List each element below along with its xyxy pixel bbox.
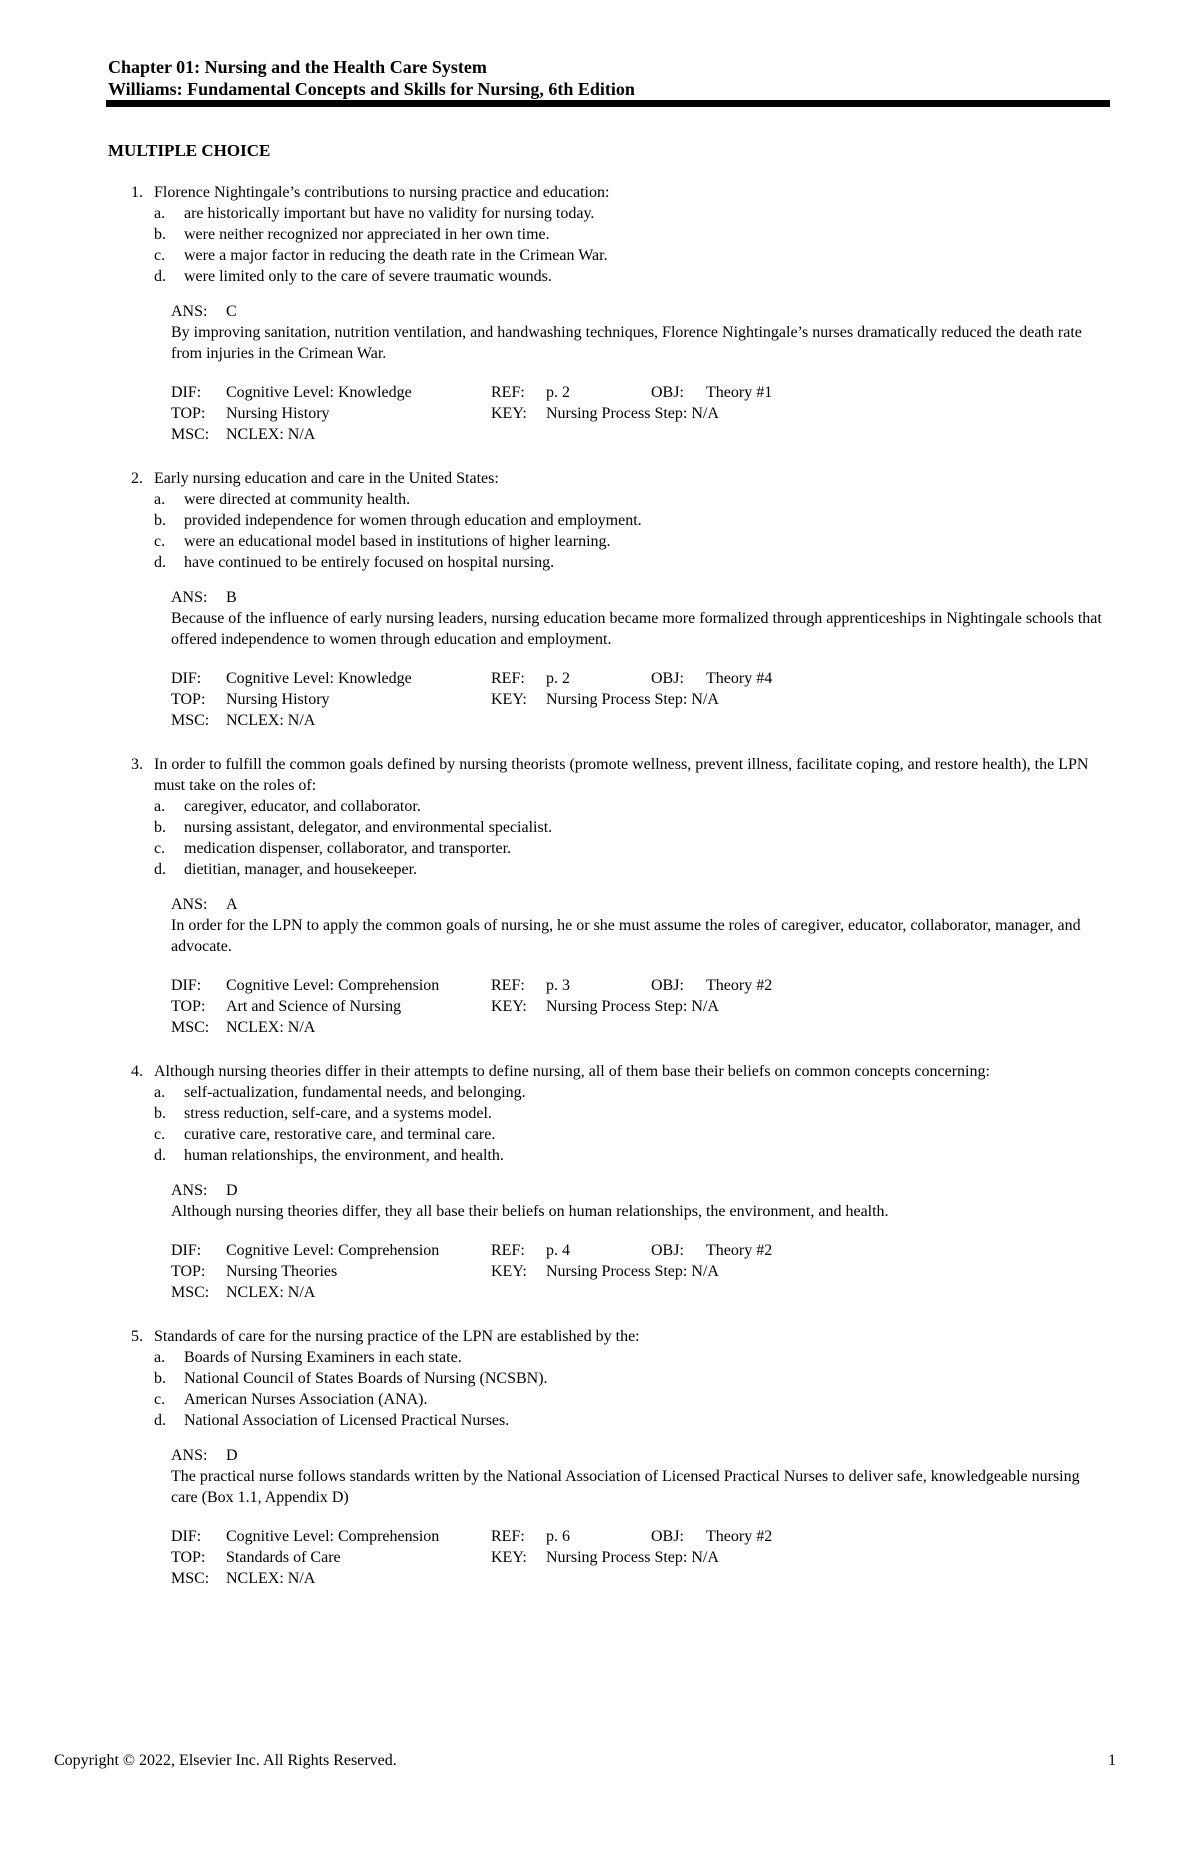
answer-option	[108, 1389, 1108, 1410]
section-title: MULTIPLE CHOICE	[108, 141, 271, 160]
question	[108, 1061, 1108, 1303]
answer-label: ANS:	[171, 303, 208, 320]
top-label: TOP:	[171, 998, 206, 1015]
option-text: are historically important but have no validity for nursing today.	[184, 205, 595, 222]
question-stem: In order to fulfill the common goals defined by nursing theorists (promote wellness, prevent illness, facilitate coping, and restore health), the LPN must take on the roles of:	[154, 756, 1089, 794]
key-value: Nursing Process Step: N/A	[546, 998, 719, 1015]
dif-value: Cognitive Level: Comprehension	[226, 1528, 440, 1545]
option-text: Boards of Nursing Examiners in each state.	[184, 1349, 462, 1366]
question-number: 3.	[131, 756, 143, 773]
dif-value: Cognitive Level: Comprehension	[226, 977, 440, 994]
answer-value: D	[226, 1182, 238, 1199]
option-letter: b.	[154, 512, 166, 529]
top-label: TOP:	[171, 691, 206, 708]
question	[108, 182, 1108, 445]
option-text: nursing assistant, delegator, and environmental specialist.	[184, 819, 553, 836]
answer-option	[108, 1145, 1108, 1166]
ref-value: p. 2	[546, 384, 570, 401]
option-letter: b.	[154, 1370, 166, 1387]
option-letter: a.	[154, 205, 166, 222]
option-letter: d.	[154, 268, 166, 285]
answer-label: ANS:	[171, 589, 208, 606]
option-letter: b.	[154, 226, 166, 243]
dif-label: DIF:	[171, 384, 202, 401]
question-stem: Florence Nightingale’s contributions to nursing practice and education:	[154, 184, 610, 201]
question	[108, 468, 1108, 731]
obj-value: Theory #2	[706, 1242, 773, 1259]
key-label: KEY:	[491, 998, 527, 1015]
ref-label: REF:	[491, 977, 525, 994]
question-metadata	[108, 382, 1108, 445]
top-value: Standards of Care	[226, 1549, 341, 1566]
answer-value: A	[226, 896, 238, 913]
answer-option	[108, 224, 1108, 245]
ref-value: p. 6	[546, 1528, 570, 1545]
ref-value: p. 2	[546, 670, 570, 687]
answer-label: ANS:	[171, 1447, 208, 1464]
question-stem: Although nursing theories differ in their attempts to define nursing, all of them base their beliefs on common concepts concerning:	[154, 1063, 990, 1080]
option-text: self-actualization, fundamental needs, and belonging.	[184, 1084, 526, 1101]
obj-label: OBJ:	[651, 384, 684, 401]
ref-label: REF:	[491, 1242, 525, 1259]
key-value: Nursing Process Step: N/A	[546, 691, 719, 708]
ref-label: REF:	[491, 384, 525, 401]
question-metadata	[108, 1240, 1108, 1303]
option-text: National Council of States Boards of Nursing (NCSBN).	[184, 1370, 548, 1387]
option-text: dietitian, manager, and housekeeper.	[184, 861, 418, 878]
question	[108, 1326, 1108, 1589]
option-letter: d.	[154, 1147, 166, 1164]
msc-label: MSC:	[171, 712, 210, 729]
option-text: were limited only to the care of severe traumatic wounds.	[184, 268, 552, 285]
question-metadata	[108, 668, 1108, 731]
option-text: have continued to be entirely focused on hospital nursing.	[184, 554, 555, 571]
page-header	[108, 56, 1108, 100]
msc-value: NCLEX: N/A	[226, 426, 316, 443]
question-number: 1.	[131, 184, 143, 201]
ref-label: REF:	[491, 670, 525, 687]
answer-option	[108, 1103, 1108, 1124]
answer-option	[108, 859, 1108, 880]
obj-label: OBJ:	[651, 1242, 684, 1259]
option-letter: a.	[154, 1084, 166, 1101]
answer-block	[108, 301, 1108, 364]
top-value: Nursing History	[226, 405, 330, 422]
key-label: KEY:	[491, 1263, 527, 1280]
obj-label: OBJ:	[651, 670, 684, 687]
option-letter: c.	[154, 1126, 166, 1143]
answer-option	[108, 510, 1108, 531]
question-number: 4.	[131, 1063, 143, 1080]
obj-value: Theory #2	[706, 1528, 773, 1545]
rationale: In order for the LPN to apply the common goals of nursing, he or she must assume the roles of caregiver, educator, collaborator, manager, and advocate.	[171, 917, 1081, 955]
option-text: were a major factor in reducing the death rate in the Crimean War.	[184, 247, 608, 264]
answer-option	[108, 838, 1108, 859]
obj-label: OBJ:	[651, 977, 684, 994]
key-value: Nursing Process Step: N/A	[546, 405, 719, 422]
option-list	[108, 796, 1108, 880]
question-metadata	[108, 975, 1108, 1038]
chapter-title: Chapter 01: Nursing and the Health Care System	[108, 57, 487, 77]
answer-option	[108, 1347, 1108, 1368]
option-text: provided independence for women through education and employment.	[184, 512, 642, 529]
option-letter: d.	[154, 554, 166, 571]
question-stem: Standards of care for the nursing practice of the LPN are established by the:	[154, 1328, 640, 1345]
answer-block	[108, 587, 1108, 650]
option-text: National Association of Licensed Practical Nurses.	[184, 1412, 510, 1429]
rationale: The practical nurse follows standards written by the National Association of Licensed Practical Nurses to deliver safe, knowledgeable nursing care (Box 1.1, Appendix D)	[171, 1468, 1080, 1506]
question-list	[108, 182, 1108, 1612]
dif-value: Cognitive Level: Knowledge	[226, 670, 412, 687]
top-label: TOP:	[171, 1263, 206, 1280]
option-text: caregiver, educator, and collaborator.	[184, 798, 421, 815]
question-number: 2.	[131, 470, 143, 487]
option-letter: d.	[154, 1412, 166, 1429]
option-letter: b.	[154, 1105, 166, 1122]
book-title: Williams: Fundamental Concepts and Skills for Nursing, 6th Edition	[108, 79, 635, 99]
answer-label: ANS:	[171, 896, 208, 913]
dif-value: Cognitive Level: Comprehension	[226, 1242, 440, 1259]
answer-block	[108, 894, 1108, 957]
msc-value: NCLEX: N/A	[226, 1019, 316, 1036]
msc-label: MSC:	[171, 426, 210, 443]
option-list	[108, 203, 1108, 287]
option-letter: c.	[154, 840, 166, 857]
rationale: By improving sanitation, nutrition ventilation, and handwashing techniques, Florence Nightingale’s nurses dramatically reduced the death rate from injuries in the Crimean War.	[171, 324, 1082, 362]
answer-block	[108, 1445, 1108, 1508]
option-letter: c.	[154, 1391, 166, 1408]
option-letter: a.	[154, 491, 166, 508]
key-value: Nursing Process Step: N/A	[546, 1549, 719, 1566]
msc-label: MSC:	[171, 1570, 210, 1587]
dif-label: DIF:	[171, 1242, 202, 1259]
option-text: American Nurses Association (ANA).	[184, 1391, 428, 1408]
question	[108, 754, 1108, 1038]
answer-option	[108, 531, 1108, 552]
top-value: Nursing History	[226, 691, 330, 708]
option-text: curative care, restorative care, and terminal care.	[184, 1126, 496, 1143]
top-label: TOP:	[171, 405, 206, 422]
option-letter: b.	[154, 819, 166, 836]
question-metadata	[108, 1526, 1108, 1589]
option-text: human relationships, the environment, and health.	[184, 1147, 504, 1164]
msc-value: NCLEX: N/A	[226, 712, 316, 729]
ref-value: p. 4	[546, 1242, 570, 1259]
answer-option	[108, 552, 1108, 573]
copyright-notice: Copyright © 2022, Elsevier Inc. All Rights Reserved.	[54, 1752, 397, 1769]
answer-option	[108, 1410, 1108, 1431]
answer-option	[108, 1368, 1108, 1389]
answer-option	[108, 1082, 1108, 1103]
dif-label: DIF:	[171, 1528, 202, 1545]
msc-label: MSC:	[171, 1019, 210, 1036]
option-text: were neither recognized nor appreciated in her own time.	[184, 226, 550, 243]
question-stem: Early nursing education and care in the United States:	[154, 470, 499, 487]
option-letter: c.	[154, 533, 166, 550]
msc-value: NCLEX: N/A	[226, 1284, 316, 1301]
dif-value: Cognitive Level: Knowledge	[226, 384, 412, 401]
msc-value: NCLEX: N/A	[226, 1570, 316, 1587]
top-label: TOP:	[171, 1549, 206, 1566]
rationale: Because of the influence of early nursing leaders, nursing education became more formalized through apprenticeships in Nightingale schools that offered independence to women through education and employment.	[171, 610, 1102, 648]
option-text: were directed at community health.	[184, 491, 411, 508]
option-list	[108, 1082, 1108, 1166]
answer-option	[108, 266, 1108, 287]
ref-value: p. 3	[546, 977, 570, 994]
answer-value: B	[226, 589, 237, 606]
obj-value: Theory #1	[706, 384, 773, 401]
answer-value: C	[226, 303, 237, 320]
key-value: Nursing Process Step: N/A	[546, 1263, 719, 1280]
answer-option	[108, 203, 1108, 224]
answer-option	[108, 489, 1108, 510]
key-label: KEY:	[491, 1549, 527, 1566]
option-list	[108, 489, 1108, 573]
answer-block	[108, 1180, 1108, 1222]
option-letter: c.	[154, 247, 166, 264]
key-label: KEY:	[491, 691, 527, 708]
question-number: 5.	[131, 1328, 143, 1345]
option-letter: d.	[154, 861, 166, 878]
obj-value: Theory #2	[706, 977, 773, 994]
header-rule	[106, 100, 1110, 107]
obj-value: Theory #4	[706, 670, 773, 687]
msc-label: MSC:	[171, 1284, 210, 1301]
answer-option	[108, 817, 1108, 838]
answer-option	[108, 245, 1108, 266]
obj-label: OBJ:	[651, 1528, 684, 1545]
option-text: were an educational model based in institutions of higher learning.	[184, 533, 611, 550]
key-label: KEY:	[491, 405, 527, 422]
option-letter: a.	[154, 1349, 166, 1366]
ref-label: REF:	[491, 1528, 525, 1545]
dif-label: DIF:	[171, 977, 202, 994]
dif-label: DIF:	[171, 670, 202, 687]
option-list	[108, 1347, 1108, 1431]
answer-value: D	[226, 1447, 238, 1464]
rationale: Although nursing theories differ, they all base their beliefs on human relationships, the environment, and health.	[171, 1203, 889, 1220]
page-number: 1	[1108, 1752, 1116, 1769]
top-value: Art and Science of Nursing	[226, 998, 402, 1015]
answer-option	[108, 1124, 1108, 1145]
option-text: stress reduction, self-care, and a systems model.	[184, 1105, 492, 1122]
option-letter: a.	[154, 798, 166, 815]
answer-option	[108, 796, 1108, 817]
top-value: Nursing Theories	[226, 1263, 338, 1280]
option-text: medication dispenser, collaborator, and transporter.	[184, 840, 512, 857]
answer-label: ANS:	[171, 1182, 208, 1199]
